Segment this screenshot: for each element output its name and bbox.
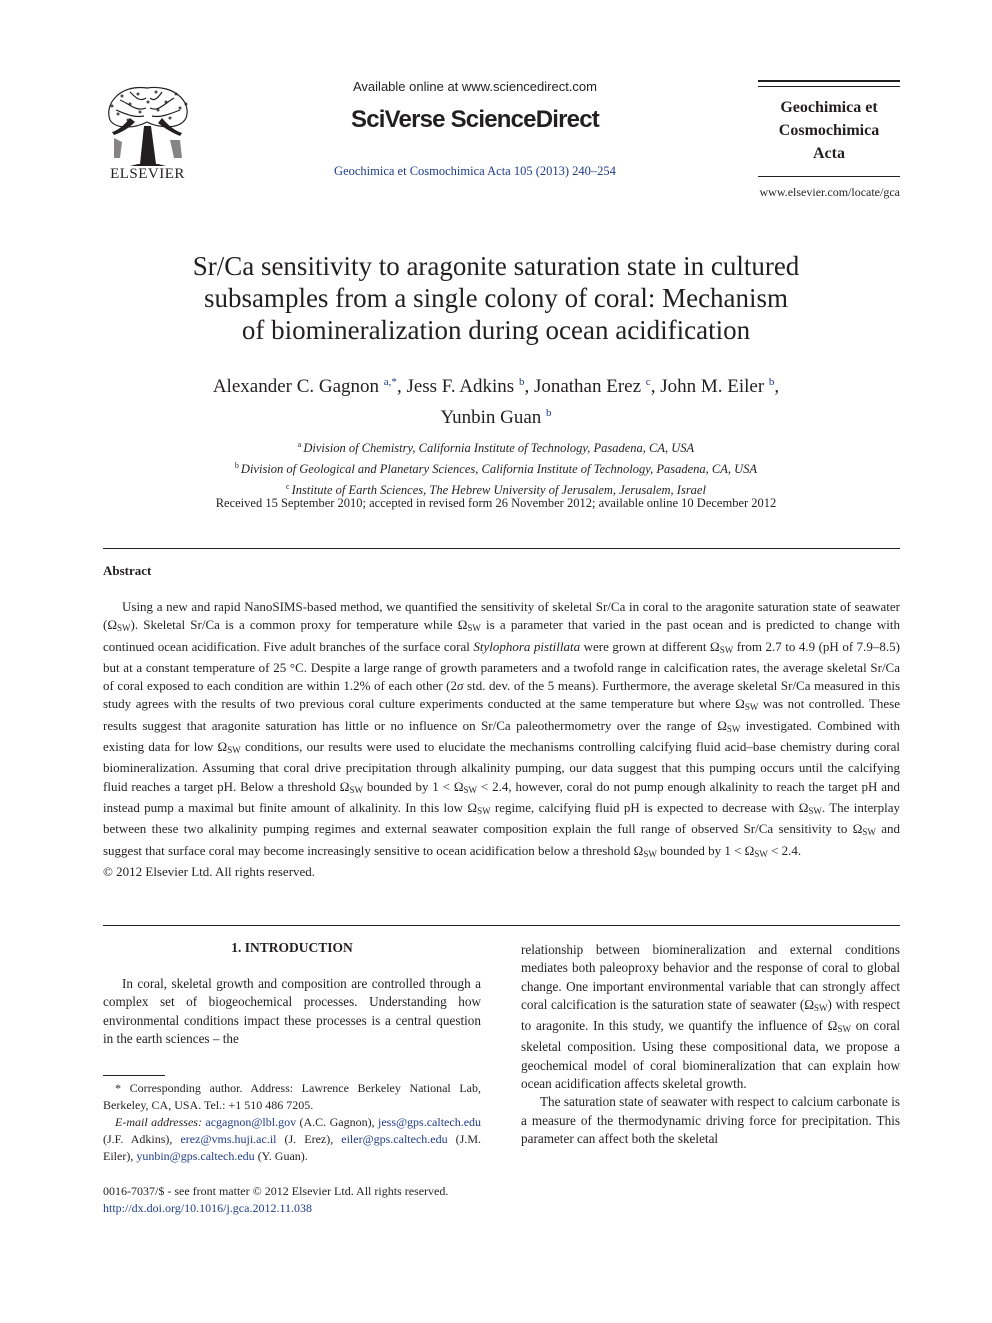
affiliation-item <box>100 457 892 478</box>
intro-paragraph-continued: relationship between biomineralization and external conditions mediates both paleoproxy behavior and the response of coral to global change. One important environmental variable that can strongly affect coral calcification is the saturation state of seawater $(\Omega_{SW})$ with respect to aragonite. In this study, we quantify the influence of $\Omega_{SW}$ on coral skeletal composition. Using these compositional data, we propose a geochemical model of coral biomineralization that can explain how ocean acidification affects skeletal growth. <box>521 942 900 1092</box>
journal-rule-mid <box>758 86 900 87</box>
species-name: Stylophora pistillata <box>473 638 581 654</box>
author-separator: , <box>396 376 407 397</box>
affiliation-item <box>100 436 892 457</box>
publisher-name: ELSEVIER <box>110 166 185 182</box>
author-affiliation-marker[interactable]: c <box>645 376 651 388</box>
author-affiliation-marker[interactable]: b <box>518 376 525 388</box>
corresponding-author-footnote <box>103 1080 481 1165</box>
author-name: Jonathan Erez <box>533 376 642 397</box>
intro-paragraph: The saturation state of seawater with respect to calcium carbonate is a measure of the thermodynamic driving force for precipitation. This parameter can affect both the skeletal <box>521 1094 900 1146</box>
author-name: Alexander C. Gagnon <box>212 376 380 397</box>
author-name: Yunbin Guan <box>440 407 542 428</box>
abstract-rule-bottom <box>103 925 900 926</box>
article-title <box>100 250 892 346</box>
abstract-copyright: © 2012 Elsevier Ltd. All rights reserved. <box>103 863 316 879</box>
email-addresses: E-mail addresses: acgagnon@lbl.gov (A.C. Gagnon), jess@gps.caltech.edu (J.F. Adkins), erez@vms.huji.ac.il (J. Erez), eiler@gps.caltech.edu (J.M. Eiler), yunbin@gps.caltech.edu (Y. Guan). <box>103 1115 482 1163</box>
title-line: subsamples from a single colony of coral: Mechanism <box>203 283 789 313</box>
affiliation-marker: c <box>286 482 290 491</box>
corresponding-author-note: * Corresponding author. Address: Lawrence Berkeley National Lab, Berkeley, CA, USA. Tel.: +1 510 486 7205. <box>103 1081 481 1112</box>
received-dates: Received 15 September 2010; accepted in revised form 26 November 2012; available online 10 December 2012 <box>215 496 777 510</box>
doi-link[interactable]: http://dx.doi.org/10.1016/j.gca.2012.11.038 <box>103 1201 312 1215</box>
title-line: of biomineralization during ocean acidification <box>241 315 751 345</box>
title-line: Sr/Ca sensitivity to aragonite saturation state in cultured <box>192 251 800 281</box>
intro-paragraph: In coral, skeletal growth and composition are controlled through a complex set of biogeochemical processes. Understanding how environmental conditions impact these processes is a central question in the earth sciences – the <box>103 976 481 1046</box>
left-column <box>103 975 481 1048</box>
available-online: Available online at www.sciencedirect.com <box>353 79 597 94</box>
footnote-rule <box>103 1075 165 1076</box>
right-column <box>521 941 900 1148</box>
email-link[interactable]: jess@gps.caltech.edu <box>378 1115 482 1129</box>
author-affiliation-marker[interactable]: a,* <box>383 376 397 388</box>
journal-name <box>752 96 906 165</box>
affiliation-marker: b <box>234 461 239 470</box>
email-link[interactable]: erez@vms.huji.ac.il <box>180 1132 277 1146</box>
journal-name-line3: Acta <box>813 145 845 162</box>
section-heading-introduction: 1. INTRODUCTION <box>231 940 353 955</box>
front-matter-info <box>103 1183 543 1217</box>
author-list <box>100 369 892 431</box>
abstract-body <box>103 598 900 881</box>
journal-name-line2: Cosmochimica <box>778 122 880 139</box>
affiliation-text: Division of Geological and Planetary Sciences, California Institute of Technology, Pasadena, CA, USA <box>240 462 758 476</box>
abstract-rule-top <box>103 548 900 549</box>
affiliation-text: Institute of Earth Sciences, The Hebrew University of Jerusalem, Jerusalem, Israel <box>291 483 706 497</box>
email-label: E-mail addresses: <box>115 1115 202 1129</box>
journal-name-line1: Geochimica et <box>780 99 878 116</box>
sciverse-brand: SciVerse ScienceDirect <box>351 106 599 133</box>
affiliation-text: Division of Chemistry, California Institute of Technology, Pasadena, CA, USA <box>303 441 695 455</box>
journal-citation-link[interactable]: Geochimica et Cosmochimica Acta 105 (2013) 240–254 <box>334 164 616 178</box>
email-link[interactable]: acgagnon@lbl.gov <box>205 1115 297 1129</box>
author-name: Jess F. Adkins <box>406 376 515 397</box>
affiliation-list <box>100 436 892 499</box>
author-affiliation-marker[interactable]: b <box>768 376 775 388</box>
email-link[interactable]: yunbin@gps.caltech.edu <box>136 1149 255 1163</box>
abstract-heading: Abstract <box>103 563 152 578</box>
author-separator: , <box>774 376 780 397</box>
author-affiliation-marker[interactable]: b <box>546 407 552 419</box>
affiliation-marker: a <box>297 440 302 449</box>
journal-rule-bottom <box>758 176 900 177</box>
author-name: John M. Eiler <box>660 376 765 397</box>
author-separator: , <box>650 376 661 397</box>
author-separator: , <box>524 376 534 397</box>
journal-rule-top <box>758 80 900 82</box>
journal-url: www.elsevier.com/locate/gca <box>759 185 900 199</box>
abstract-paragraph: Using a new and rapid NanoSIMS-based method, we quantified the sensitivity of skeletal Sr/Ca in coral to the aragonite saturation state of seawater $(\Omega_{SW})$. Skeletal Sr/Ca is a common proxy for temperature while $\Omega_{SW}$ is a parameter that varied in the past ocean and is predicted to change with continued ocean acidification. Five adult branches of the surface coral Stylophora pistillata were grown at different $\Omega_{SW}$ from 2.7 to 4.9 (pH of 7.9–8.5) but at a constant temperature of 25 °C. Despite a large range of growth parameters and a twofold range in calcification rates, the average skeletal Sr/Ca of coral exposed to each condition are within 1.2% of each other (2σ std. dev. of the 5 means). Furthermore, the average skeletal Sr/Ca measured in this study agrees with the results of two previous coral culture experiments conducted at the same temperature but where $\Omega_{SW}$ was not controlled. These results suggest that aragonite saturation has little or no influence on Sr/Ca paleothermometry over the range of $\Omega_{SW}$ investigated. Combined with existing data for low $\Omega_{SW}$ conditions, our results were used to elucidate the mechanisms controlling calcifying fluid acid–base chemistry during coral biomineralization. Assuming that coral drive precipitation through alkalinity pumping, our data suggest that this pumping occurs until the calcifying fluid reaches a target pH. Below a threshold $\Omega_{SW}$ bounded by $1 < \Omega_{SW} < 2.4$, however, coral do not pump enough alkalinity to reach the target pH and instead pump a maximal but finite amount of alkalinity. In this low $\Omega_{SW}$ regime, calcifying fluid pH is expected to decrease with $\Omega_{SW}$. The interplay between these two alkalinity pumping regimes and external seawater composition explain the full range of observed Sr/Ca sensitivity to $\Omega_{SW}$ and suggest that surface coral may become increasingly sensitive to ocean acidification below a threshold $\Omega_{SW}$ bounded by $1 < \Omega_{SW} < 2.4$. <box>103 599 901 859</box>
issn-line: 0016-7037/$ - see front matter © 2012 Elsevier Ltd. All rights reserved. <box>103 1184 449 1198</box>
email-link[interactable]: eiler@gps.caltech.edu <box>341 1132 448 1146</box>
